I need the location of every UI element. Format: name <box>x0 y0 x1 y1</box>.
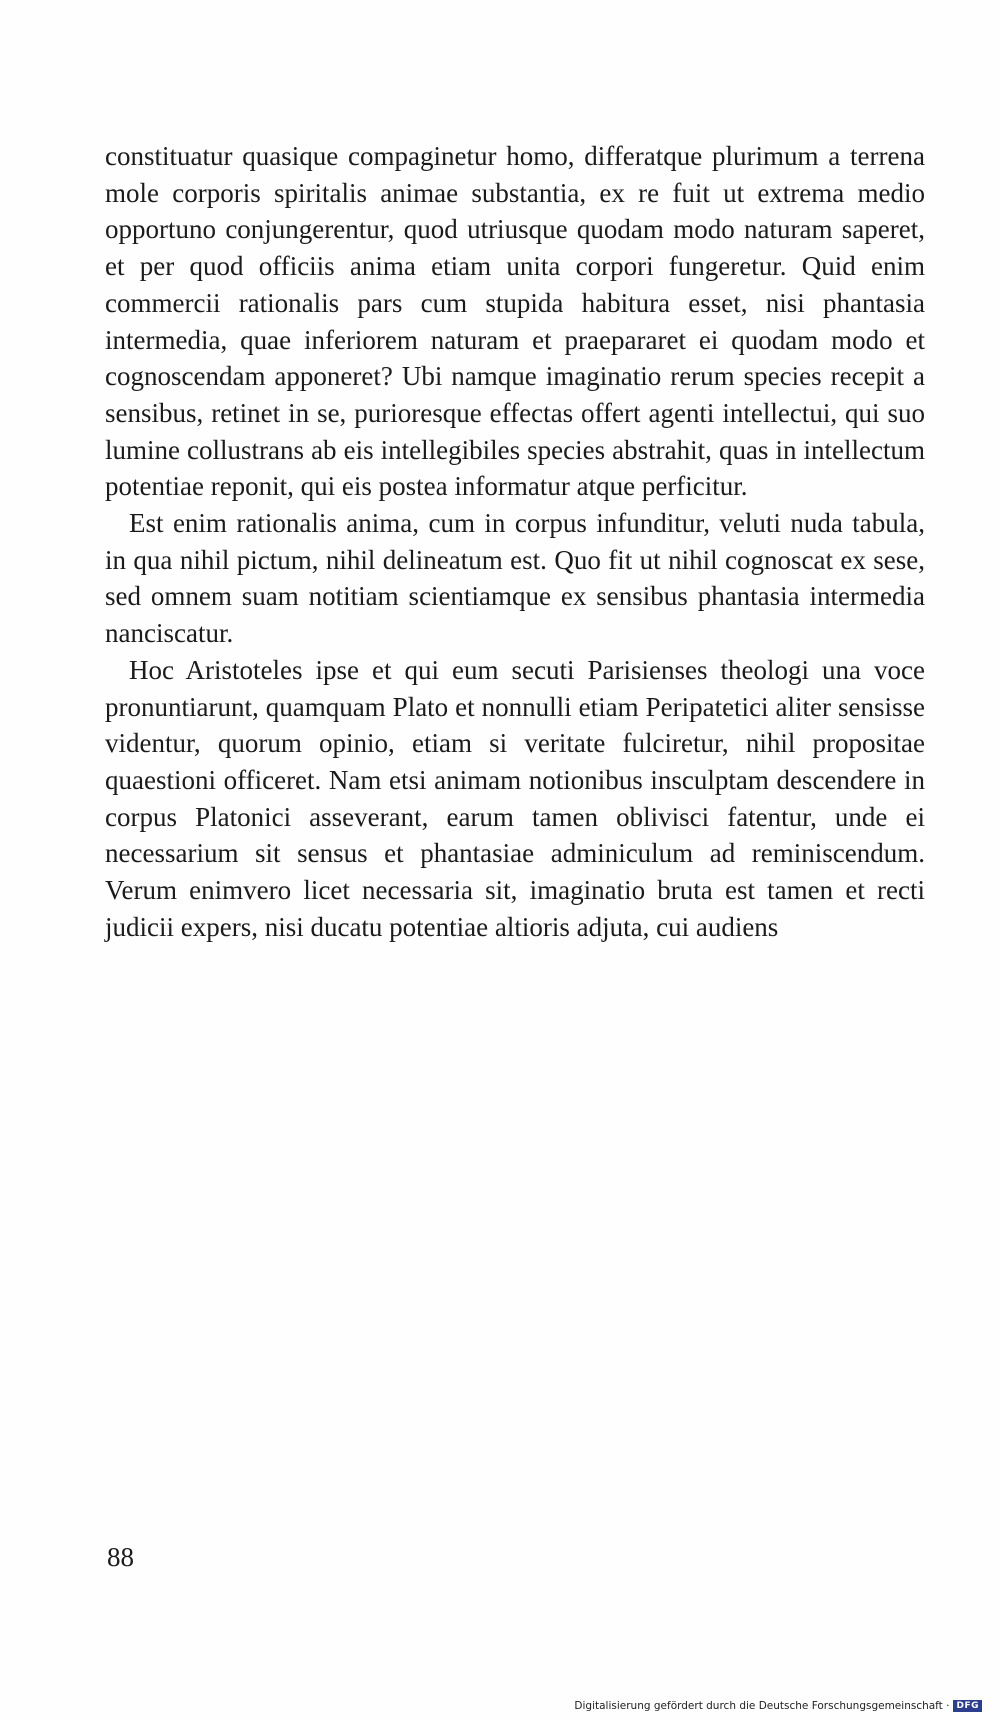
paragraph-2: Est enim rationalis anima, cum in corpus infunditur, veluti nuda tabula, in qua nihil pictum, nihil delineatum est. Quo fit ut nihil cognoscat ex sese, sed omnem suam notitiam scientiamque ex sensibus phantasia intermedia nanciscatur. <box>105 508 925 649</box>
body-text <box>105 138 925 945</box>
footer-credit-text: Digitalisierung gefördert durch die Deutsche Forschungsgemeinschaft · <box>574 1700 950 1712</box>
paragraph-1: constituatur quasique compaginetur homo, differatque plurimum a terrena mole corporis spiritalis animae substantia, ex re fuit ut extrema medio opportuno conjungerentur, quod utriusque quodam modo naturam saperet, et per quod officiis anima etiam unita corpori fungeretur. Quid enim commercii rationalis pars cum stupida habitura esset, nisi phantasia intermedia, quae inferiorem naturam et praepararet ei quodam modo et cognoscendam apponeret? Ubi namque imaginatio rerum species recepit a sensibus, retinet in se, purioresque effectas offert agenti intellectui, qui suo lumine collustrans ab eis intellegibiles species abstrahit, quas in intellectum potentiae reponit, qui eis postea informatur atque perficitur. <box>105 141 925 502</box>
paragraph-3: Hoc Aristoteles ipse et qui eum secuti Parisienses theologi una voce pronuntiarunt, quamquam Plato et nonnulli etiam Peripatetici aliter sensisse videntur, quorum opinio, etiam si veritate fulciretur, nihil propositae quaestioni officeret. Nam etsi animam notionibus insculptam descendere in corpus Platonici asseverant, earum tamen oblivisci fatentur, unde ei necessarium sit sensus et phantasiae adminiculum ad reminiscendum. Verum enimvero licet necessaria sit, imaginatio bruta est tamen et recti judicii expers, nisi ducatu potentiae altioris adjuta, cui audiens <box>105 654 925 942</box>
page-number: 88 <box>107 1542 134 1572</box>
dfg-logo-icon: DFG <box>953 1700 982 1712</box>
digitization-footer <box>574 1700 982 1712</box>
